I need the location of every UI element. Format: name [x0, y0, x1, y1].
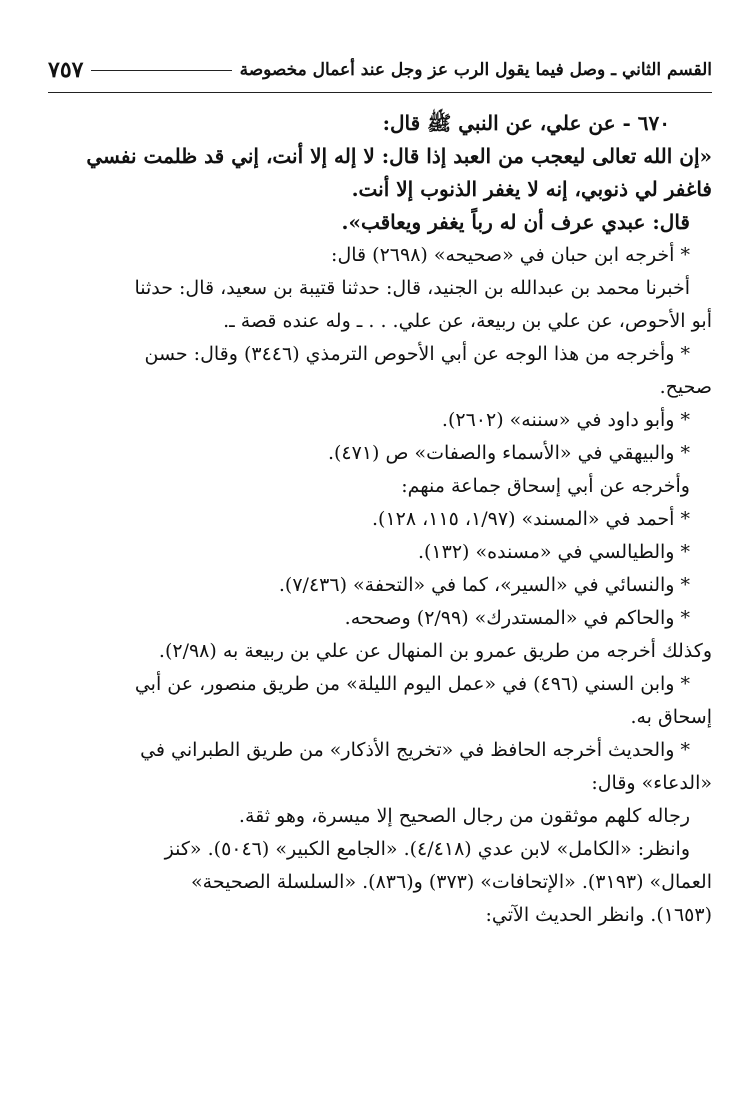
hadith-heading: ٦٧٠ - عن علي، عن النبي ﷺ قال:: [382, 111, 670, 135]
takhrij-line: * أحمد في «المسند» (١/٩٧، ١١٥، ١٢٨).: [371, 508, 690, 530]
section-title: القسم الثاني ـ وصل فيما يقول الرب عز وجل عند أعمال مخصوصة: [239, 60, 712, 80]
hadith-text-line: فاغفر لي ذنوبي، إنه لا يغفر الذنوب إلا أنت.: [351, 177, 712, 201]
reference-line: وانظر: «الكامل» لابن عدي (٤/٤١٨). «الجامع الكبير» (٥٠٤٦). «كنز: [164, 838, 690, 860]
takhrij-line: * والبيهقي في «الأسماء والصفات» ص (٤٧١).: [327, 442, 690, 464]
takhrij-line: وكذلك أخرجه من طريق عمرو بن المنهال عن علي بن ربيعة به (٢/٩٨).: [158, 640, 712, 662]
page-number: ٧٥٧: [48, 57, 84, 83]
takhrij-line: صحيح.: [659, 376, 712, 398]
takhrij-line: وأخرجه عن أبي إسحاق جماعة منهم:: [401, 475, 690, 497]
hadith-text-line: «إن الله تعالى ليعجب من العبد إذا قال: لا إله إلا أنت، إني قد ظلمت نفسي: [86, 144, 712, 168]
takhrij-line: «الدعاء» وقال:: [591, 772, 712, 794]
takhrij-line: أبو الأحوص، عن علي بن ربيعة، عن علي. . . ـ وله عنده قصة ـ.: [223, 310, 712, 332]
reference-line: العمال» (٣١٩٣). «الإتحافات» (٣٧٣) و(٨٣٦). «السلسلة الصحيحة»: [191, 871, 712, 893]
takhrij-line: * وابن السني (٤٩٦) في «عمل اليوم الليلة» من طريق منصور، عن أبي: [134, 673, 690, 695]
takhrij-line: * وأخرجه من هذا الوجه عن أبي الأحوص الترمذي (٣٤٤٦) وقال: حسن: [144, 343, 690, 365]
page-body: [48, 107, 712, 932]
takhrij-line: * والحديث أخرجه الحافظ في «تخريج الأذكار» من طريق الطبراني في: [140, 739, 690, 761]
takhrij-line: أخبرنا محمد بن عبدالله بن الجنيد، قال: حدثنا قتيبة بن سعيد، قال: حدثنا: [134, 277, 690, 299]
takhrij-line: رجاله كلهم موثقون من رجال الصحيح إلا ميسرة، وهو ثقة.: [238, 805, 690, 827]
takhrij-line: * والطيالسي في «مسنده» (١٣٢).: [417, 541, 690, 563]
takhrij-line: * والنسائي في «السير»، كما في «التحفة» (٧/٤٣٦).: [278, 574, 690, 596]
hadith-text-line: قال: عبدي عرف أن له رباً يغفر ويعاقب».: [341, 210, 690, 234]
takhrij-line: * أخرجه ابن حبان في «صحيحه» (٢٦٩٨) قال:: [331, 244, 690, 266]
header-rule: [91, 70, 231, 71]
reference-line: (١٦٥٣). وانظر الحديث الآتي:: [485, 904, 712, 926]
takhrij-line: إسحاق به.: [630, 706, 712, 728]
takhrij-line: * والحاكم في «المستدرك» (٢/٩٩) وصححه.: [344, 607, 690, 629]
page-header: [48, 52, 712, 93]
takhrij-line: * وأبو داود في «سننه» (٢٦٠٢).: [441, 409, 690, 431]
